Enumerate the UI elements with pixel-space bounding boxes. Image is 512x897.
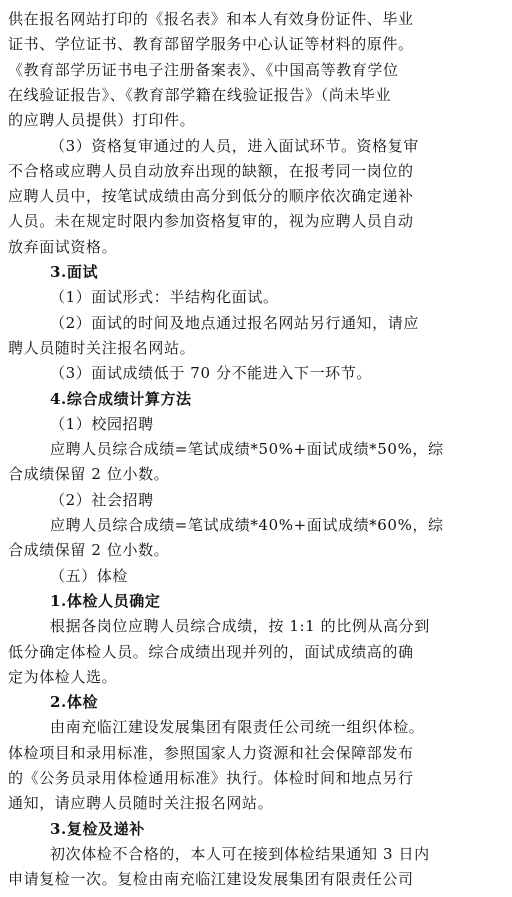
text-line: 证书、学位证书、教育部留学服务中心认证等材料的原件。	[8, 35, 414, 54]
text-line: （1）校园招聘	[50, 414, 154, 433]
section-heading: 3.复检及递补	[50, 819, 145, 838]
text-line: 的《公务员录用体检通用标准》执行。体检时间和地点另行	[8, 769, 414, 787]
text-line: 放弃面试资格。	[8, 237, 118, 256]
text-line: （2）面试的时间及地点通过报名网站另行通知，请应	[50, 313, 419, 332]
text-line: 在线验证报告》、《教育部学籍在线验证报告》（尚未毕业	[8, 85, 392, 104]
text-line: 低分确定体检人员。综合成绩出现并列的，面试成绩高的确	[8, 642, 414, 661]
section-heading: 4.综合成绩计算方法	[50, 389, 192, 408]
text-line: 人员。未在规定时限内参加资格复审的，视为应聘人员自动	[8, 212, 414, 231]
text-line: 定为体检人选。	[8, 667, 118, 686]
text-line: （3）面试成绩低于 70 分不能进入下一环节。	[50, 364, 372, 383]
text-line: 申请复检一次。复检由南充临江建设发展集团有限责任公司	[8, 870, 414, 889]
text-line: （3）资格复审通过的人员，进入面试环节。资格复审	[50, 136, 419, 155]
text-line: （1）面试形式：半结构化面试。	[50, 288, 279, 307]
text-line: 应聘人员中，按笔试成绩由高分到低分的顺序依次确定递补	[8, 187, 414, 206]
section-heading: 1.体检人员确定	[50, 591, 161, 610]
text-line: 通知，请应聘人员随时关注报名网站。	[8, 794, 274, 813]
text-line: 合成绩保留 2 位小数。	[8, 465, 170, 484]
text-line: 供在报名网站打印的《报名表》和本人有效身份证件、毕业	[8, 10, 414, 28]
text-line: 应聘人员综合成绩=笔试成绩*40%+面试成绩*60%，综	[50, 516, 444, 534]
text-line: 应聘人员综合成绩=笔试成绩*50%+面试成绩*50%，综	[50, 440, 444, 459]
text-line: 体检项目和录用标准，参照国家人力资源和社会保障部发布	[8, 743, 414, 762]
text-line: （五）体检	[50, 566, 129, 585]
text-line: 初次体检不合格的，本人可在接到体检结果通知 3 日内	[50, 844, 430, 863]
text-line: 由南充临江建设发展集团有限责任公司统一组织体检。	[50, 718, 425, 737]
text-line: 的应聘人员提供）打印件。	[8, 111, 196, 130]
text-line: 根据各岗位应聘人员综合成绩，按 1:1 的比例从高分到	[50, 617, 430, 636]
text-line: 聘人员随时关注报名网站。	[8, 338, 196, 357]
text-line: （2）社会招聘	[50, 490, 154, 509]
text-line: 《教育部学历证书电子注册备案表》、《中国高等教育学位	[8, 60, 399, 79]
text-line: 合成绩保留 2 位小数。	[8, 541, 170, 560]
section-heading: 3.面试	[50, 263, 99, 281]
section-heading: 2.体检	[50, 693, 99, 712]
text-line: 不合格或应聘人员自动放弃出现的缺额，在报考同一岗位的	[8, 161, 414, 180]
